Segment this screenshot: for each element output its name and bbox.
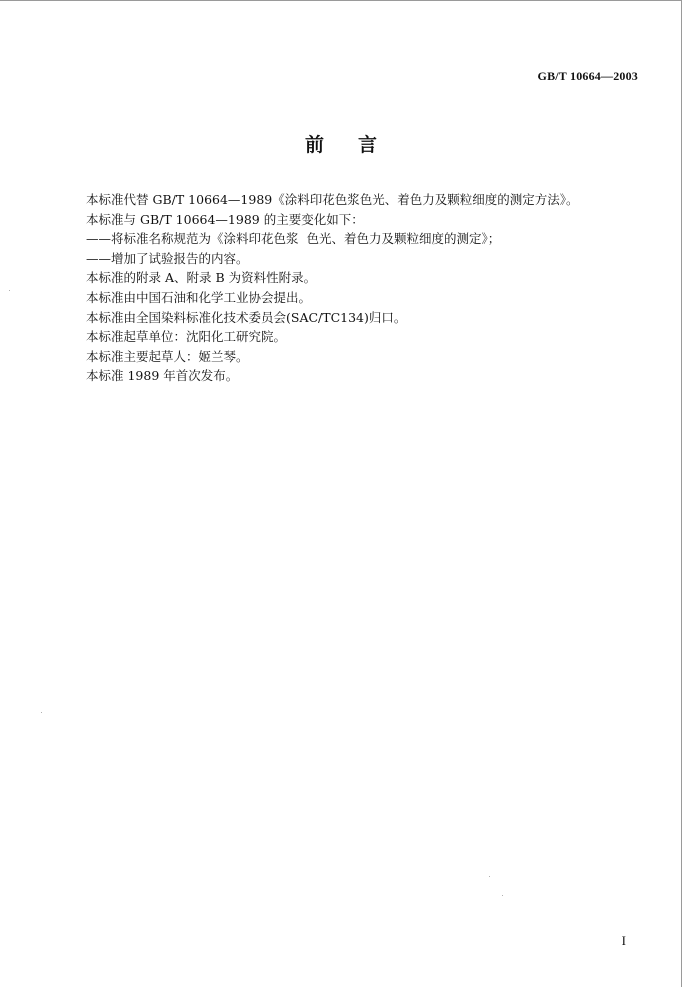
foreword-line: ——增加了试验报告的内容。 <box>86 250 249 266</box>
foreword-line: 本标准主要起草人：姬兰琴。 <box>86 348 249 364</box>
foreword-line: ——将标准名称规范为《涂料印花色浆 色光、着色力及颗粒细度的测定》； <box>86 231 501 247</box>
foreword-line: 本标准 1989 年首次发布。 <box>86 368 239 384</box>
foreword-line: 本标准与 GB/T 10664—1989 的主要变化如下： <box>86 211 364 227</box>
scan-speck <box>502 895 503 896</box>
foreword-line: 本标准的附录 A、附录 B 为资料性附录。 <box>86 270 317 286</box>
standard-number: GB/T 10664—2003 <box>537 69 638 83</box>
scan-speck <box>41 712 42 713</box>
foreword-line: 本标准由全国染料标准化技术委员会(SAC/TC134)归口。 <box>86 309 407 325</box>
page-top-edge <box>0 0 682 1</box>
foreword-line: 本标准由中国石油和化学工业协会提出。 <box>86 289 312 305</box>
scan-speck <box>9 290 10 291</box>
page-number: I <box>621 933 626 948</box>
foreword-line: 本标准起草单位：沈阳化工研究院。 <box>86 329 287 345</box>
foreword-line: 本标准代替 GB/T 10664—1989《涂料印花色浆色光、着色力及颗粒细度的测定方法》。 <box>86 192 579 207</box>
page-title: 前言 <box>304 134 411 156</box>
scan-speck <box>489 876 490 877</box>
foreword-body <box>86 190 646 386</box>
